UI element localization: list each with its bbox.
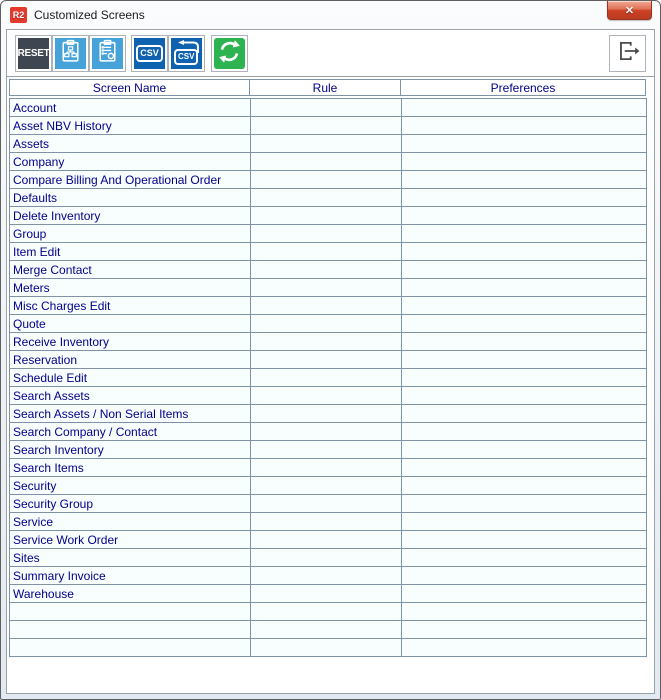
- table-row[interactable]: [10, 279, 647, 297]
- cell-screen-name[interactable]: Delete Inventory: [10, 207, 251, 225]
- table-row[interactable]: [10, 117, 647, 135]
- screen-designer-button[interactable]: [52, 35, 89, 72]
- cell-screen-name[interactable]: Company: [10, 153, 251, 171]
- close-button[interactable]: [607, 1, 652, 20]
- cell-screen-name[interactable]: Misc Charges Edit: [10, 297, 251, 315]
- table-row[interactable]: [10, 225, 647, 243]
- cell-screen-name[interactable]: Assets: [10, 135, 251, 153]
- cell-screen-name[interactable]: Security: [10, 477, 251, 495]
- cell-preferences[interactable]: [402, 477, 647, 495]
- cell-screen-name[interactable]: Schedule Edit: [10, 369, 251, 387]
- cell-preferences[interactable]: [402, 423, 647, 441]
- export-csv-button[interactable]: [131, 35, 168, 72]
- table-row[interactable]: [10, 621, 647, 639]
- cell-screen-name[interactable]: Search Assets / Non Serial Items: [10, 405, 251, 423]
- cell-screen-name[interactable]: Sites: [10, 549, 251, 567]
- column-header-screen-name[interactable]: Screen Name: [9, 79, 250, 96]
- cell-preferences[interactable]: [402, 603, 647, 621]
- cell-rule[interactable]: [251, 207, 402, 225]
- table-row[interactable]: [10, 477, 647, 495]
- cell-screen-name[interactable]: Receive Inventory: [10, 333, 251, 351]
- cell-rule[interactable]: [251, 153, 402, 171]
- cell-rule[interactable]: [251, 315, 402, 333]
- cell-rule[interactable]: [251, 243, 402, 261]
- cell-screen-name[interactable]: Defaults: [10, 189, 251, 207]
- cell-preferences[interactable]: [402, 333, 647, 351]
- table-row[interactable]: [10, 513, 647, 531]
- cell-rule[interactable]: [251, 441, 402, 459]
- table-row[interactable]: [10, 531, 647, 549]
- table-row[interactable]: [10, 441, 647, 459]
- cell-screen-name[interactable]: Search Assets: [10, 387, 251, 405]
- table-row[interactable]: [10, 207, 647, 225]
- cell-screen-name[interactable]: [10, 639, 251, 657]
- table-row[interactable]: [10, 585, 647, 603]
- cell-preferences[interactable]: [402, 531, 647, 549]
- cell-rule[interactable]: [251, 603, 402, 621]
- table-row[interactable]: [10, 369, 647, 387]
- cell-preferences[interactable]: [402, 261, 647, 279]
- cell-preferences[interactable]: [402, 369, 647, 387]
- cell-rule[interactable]: [251, 189, 402, 207]
- cell-rule[interactable]: [251, 171, 402, 189]
- cell-screen-name[interactable]: Reservation: [10, 351, 251, 369]
- cell-preferences[interactable]: [402, 153, 647, 171]
- clipboard-gear-icon: [94, 38, 121, 70]
- table-row[interactable]: [10, 567, 647, 585]
- cell-preferences[interactable]: [402, 171, 647, 189]
- table-row[interactable]: [10, 189, 647, 207]
- table-row[interactable]: [10, 351, 647, 369]
- cell-screen-name[interactable]: Service Work Order: [10, 531, 251, 549]
- table-row[interactable]: [10, 99, 647, 117]
- cell-screen-name[interactable]: Search Company / Contact: [10, 423, 251, 441]
- cell-rule[interactable]: [251, 477, 402, 495]
- cell-screen-name[interactable]: Service: [10, 513, 251, 531]
- table-row[interactable]: [10, 639, 647, 657]
- cell-preferences[interactable]: [402, 549, 647, 567]
- cell-preferences[interactable]: [402, 387, 647, 405]
- table-row[interactable]: [10, 423, 647, 441]
- reset-button[interactable]: [15, 35, 52, 72]
- cell-screen-name[interactable]: Search Inventory: [10, 441, 251, 459]
- window-title: Customized Screens: [34, 8, 145, 22]
- cell-screen-name[interactable]: Search Items: [10, 459, 251, 477]
- cell-rule[interactable]: [251, 513, 402, 531]
- cell-preferences[interactable]: [402, 315, 647, 333]
- exit-icon: [615, 38, 641, 69]
- cell-screen-name[interactable]: Account: [10, 99, 251, 117]
- cell-preferences[interactable]: [402, 513, 647, 531]
- import-arrow-icon: [175, 40, 201, 58]
- screen-preferences-button[interactable]: [89, 35, 126, 72]
- table-row[interactable]: [10, 315, 647, 333]
- table-row[interactable]: [10, 459, 647, 477]
- cell-preferences[interactable]: [402, 351, 647, 369]
- table-row[interactable]: [10, 297, 647, 315]
- exit-button[interactable]: [609, 35, 646, 72]
- cell-preferences[interactable]: [402, 585, 647, 603]
- table-row[interactable]: [10, 135, 647, 153]
- cell-rule[interactable]: [251, 225, 402, 243]
- table-row[interactable]: [10, 495, 647, 513]
- cell-screen-name[interactable]: [10, 603, 251, 621]
- cell-rule[interactable]: [251, 135, 402, 153]
- cell-preferences[interactable]: [402, 135, 647, 153]
- table-row[interactable]: [10, 549, 647, 567]
- table-header: [9, 79, 646, 96]
- cell-rule[interactable]: [251, 459, 402, 477]
- cell-preferences[interactable]: [402, 495, 647, 513]
- table-row[interactable]: [10, 333, 647, 351]
- cell-preferences[interactable]: [402, 207, 647, 225]
- cell-rule[interactable]: [251, 369, 402, 387]
- import-csv-button[interactable]: [168, 35, 205, 72]
- table-row[interactable]: [10, 387, 647, 405]
- close-icon: ✕: [624, 4, 635, 17]
- cell-preferences[interactable]: [402, 405, 647, 423]
- column-header-rule[interactable]: Rule: [249, 79, 401, 96]
- cell-screen-name[interactable]: Meters: [10, 279, 251, 297]
- cell-rule[interactable]: [251, 639, 402, 657]
- cell-rule[interactable]: [251, 405, 402, 423]
- refresh-button[interactable]: [211, 35, 248, 72]
- cell-preferences[interactable]: [402, 297, 647, 315]
- cell-rule[interactable]: [251, 423, 402, 441]
- cell-preferences[interactable]: [402, 441, 647, 459]
- table-row[interactable]: [10, 405, 647, 423]
- cell-preferences[interactable]: [402, 279, 647, 297]
- table-row[interactable]: [10, 243, 647, 261]
- cell-screen-name[interactable]: Compare Billing And Operational Order: [10, 171, 251, 189]
- cell-screen-name[interactable]: Asset NBV History: [10, 117, 251, 135]
- cell-rule[interactable]: [251, 297, 402, 315]
- cell-rule[interactable]: [251, 531, 402, 549]
- cell-preferences[interactable]: [402, 243, 647, 261]
- refresh-icon: [216, 38, 243, 70]
- titlebar: [1, 1, 660, 29]
- cell-screen-name[interactable]: Warehouse: [10, 585, 251, 603]
- cell-rule[interactable]: [251, 261, 402, 279]
- table-row[interactable]: [10, 153, 647, 171]
- cell-preferences[interactable]: [402, 117, 647, 135]
- cell-rule[interactable]: [251, 621, 402, 639]
- csv-icon: CSV: [136, 45, 163, 62]
- cell-rule[interactable]: [251, 495, 402, 513]
- cell-screen-name[interactable]: Summary Invoice: [10, 567, 251, 585]
- cell-screen-name[interactable]: Merge Contact: [10, 261, 251, 279]
- column-header-preferences[interactable]: Preferences: [400, 79, 646, 96]
- cell-preferences[interactable]: [402, 459, 647, 477]
- cell-rule[interactable]: [251, 585, 402, 603]
- cell-preferences[interactable]: [402, 567, 647, 585]
- toolbar: [7, 30, 654, 77]
- cell-screen-name[interactable]: [10, 621, 251, 639]
- screens-table: [9, 98, 647, 657]
- csv-import-icon: CSV: [174, 49, 198, 65]
- table-body-container: [9, 98, 647, 657]
- cell-screen-name[interactable]: Group: [10, 225, 251, 243]
- cell-rule[interactable]: [251, 351, 402, 369]
- cell-rule[interactable]: [251, 567, 402, 585]
- cell-rule[interactable]: [251, 387, 402, 405]
- cell-rule[interactable]: [251, 279, 402, 297]
- table-row[interactable]: [10, 261, 647, 279]
- cell-preferences[interactable]: [402, 189, 647, 207]
- cell-preferences[interactable]: [402, 225, 647, 243]
- table-row[interactable]: [10, 603, 647, 621]
- cell-rule[interactable]: [251, 549, 402, 567]
- cell-rule[interactable]: [251, 333, 402, 351]
- cell-screen-name[interactable]: Item Edit: [10, 243, 251, 261]
- screens-table-body: [10, 99, 647, 657]
- reset-button-label: RESET: [18, 38, 49, 69]
- cell-screen-name[interactable]: Quote: [10, 315, 251, 333]
- cell-preferences[interactable]: [402, 99, 647, 117]
- cell-preferences[interactable]: [402, 639, 647, 657]
- cell-rule[interactable]: [251, 117, 402, 135]
- table-row[interactable]: [10, 171, 647, 189]
- cell-rule[interactable]: [251, 99, 402, 117]
- client-area: [6, 29, 655, 694]
- app-icon: R2: [10, 7, 27, 23]
- clipboard-hierarchy-icon: [57, 38, 84, 70]
- cell-screen-name[interactable]: Security Group: [10, 495, 251, 513]
- cell-preferences[interactable]: [402, 621, 647, 639]
